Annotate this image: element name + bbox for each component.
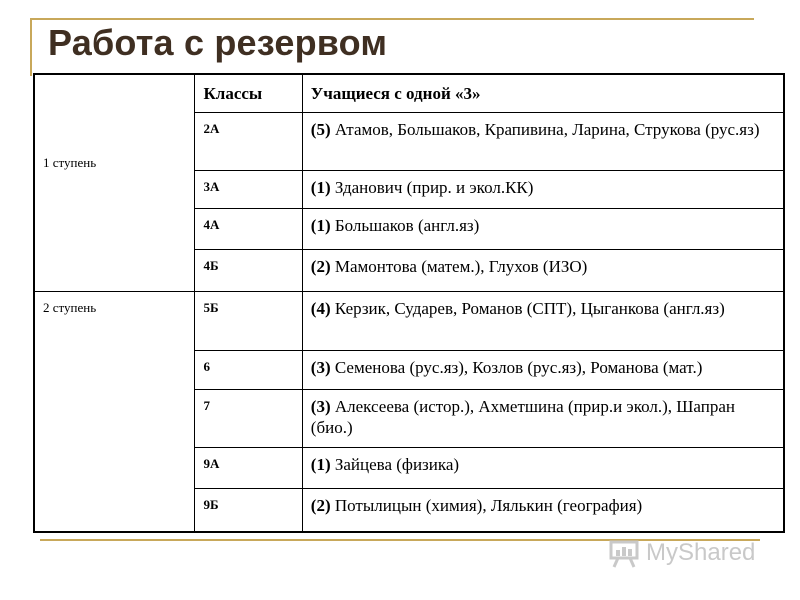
stage-label-1: 1 ступень xyxy=(43,155,97,170)
students-cell: (1) Зайцева (физика) xyxy=(302,447,784,488)
students-cell: (2) Потылицын (химия), Лялькин (география) xyxy=(302,488,784,532)
class-cell: 9Б xyxy=(195,488,302,532)
watermark-text: MyShared xyxy=(646,539,756,566)
class-cell: 6 xyxy=(195,350,302,389)
watermark-logo xyxy=(608,538,755,568)
students-cell: (1) Зданович (прир. и экол.КК) xyxy=(302,170,784,208)
class-cell: 4А xyxy=(195,208,302,249)
class-cell: 9А xyxy=(195,447,302,488)
students-cell: (3) Семенова (рус.яз), Козлов (рус.яз), Романова (мат.) xyxy=(302,350,784,389)
students-cell: (4) Керзик, Сударев, Романов (СПТ), Цыганкова (англ.яз) xyxy=(302,291,784,350)
class-cell: 4Б xyxy=(195,249,302,291)
header-classes: Классы xyxy=(195,74,302,112)
stage-label-2: 2 ступень xyxy=(34,291,195,532)
left-divider xyxy=(30,18,32,76)
students-cell: (1) Большаков (англ.яз) xyxy=(302,208,784,249)
presentation-board-icon xyxy=(608,538,642,568)
class-cell: 3А xyxy=(195,170,302,208)
page-title: Работа с резервом xyxy=(48,22,388,63)
stage-cell-1 xyxy=(34,74,195,291)
table-row xyxy=(34,291,784,350)
students-cell: (5) Атамов, Большаков, Крапивина, Ларина, Струкова (рус.яз) xyxy=(302,112,784,170)
class-cell: 5Б xyxy=(195,291,302,350)
class-cell: 7 xyxy=(195,389,302,447)
top-divider xyxy=(30,18,754,20)
header-students: Учащиеся с одной «3» xyxy=(302,74,784,112)
reserve-table xyxy=(33,73,785,533)
students-cell: (3) Алексеева (истор.), Ахметшина (прир.и экол.), Шапран (био.) xyxy=(302,389,784,447)
table-header-row xyxy=(34,74,784,112)
students-cell: (2) Мамонтова (матем.), Глухов (ИЗО) xyxy=(302,249,784,291)
class-cell: 2А xyxy=(195,112,302,170)
